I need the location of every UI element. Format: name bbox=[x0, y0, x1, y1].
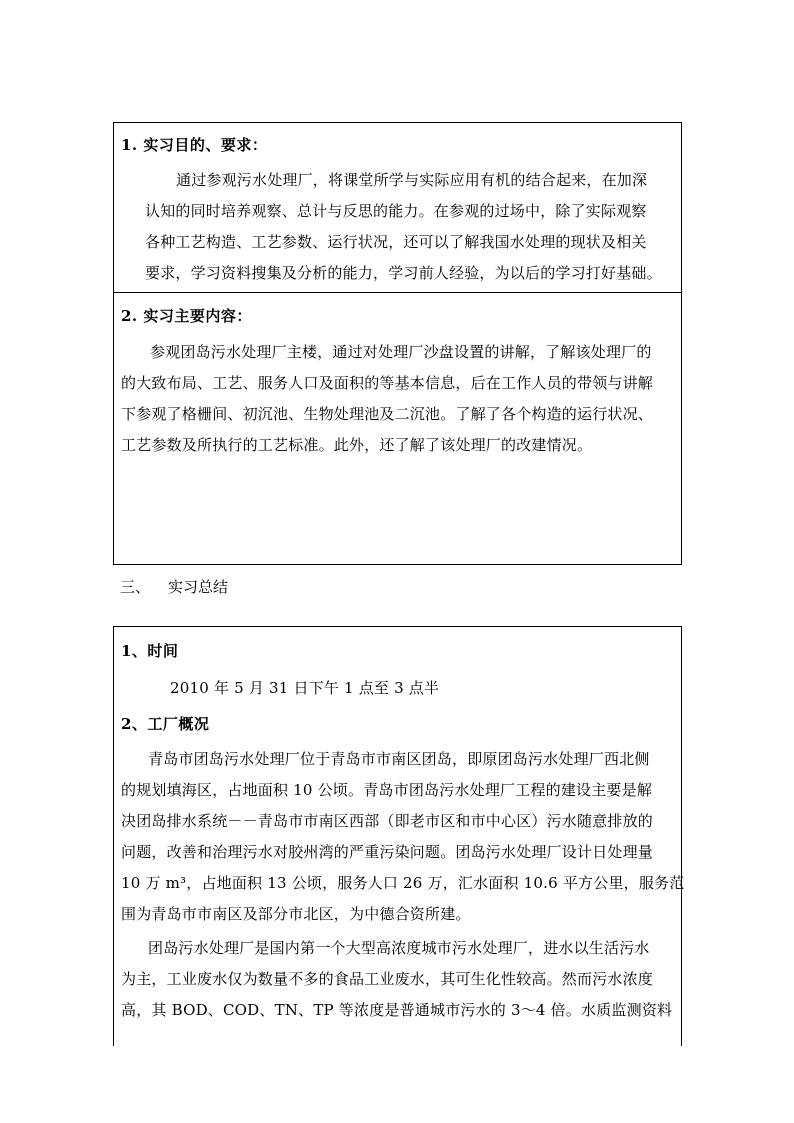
plant-paragraph-line: 团岛污水处理厂是国内第一个大型高浓度城市污水处理厂，进水以生活污水 bbox=[148, 939, 650, 957]
plant-paragraph-line: 问题，改善和治理污水对胶州湾的严重污染问题。团岛污水处理厂设计日处理量 bbox=[121, 843, 654, 861]
table-divider bbox=[114, 292, 681, 293]
section-number: 三、 bbox=[120, 578, 151, 596]
plant-paragraph-line: 的规划填海区，占地面积 10 公顷。青岛市团岛污水处理厂工程的建设主要是解 bbox=[121, 781, 653, 799]
plant-paragraph-line: 青岛市团岛污水处理厂位于青岛市市南区团岛，即原团岛污水处理厂西北侧 bbox=[148, 750, 650, 768]
content-line: 下参观了格栅间、初沉池、生物处理池及二沉池。了解了各个构造的运行状况、 bbox=[121, 405, 654, 423]
plant-paragraph-line: 决团岛排水系统－－青岛市市南区西部（即老市区和市中心区）污水随意排放的 bbox=[121, 812, 654, 830]
summary-section-title bbox=[120, 576, 228, 597]
objectives-line: 通过参观污水处理厂，将课堂所学与实际应用有机的结合起来，在加深 bbox=[176, 171, 648, 189]
time-heading: 1、时间 bbox=[121, 642, 179, 660]
plant-paragraph-line: 为主，工业废水仅为数量不多的食品工业废水，其可生化性较高。然而污水浓度 bbox=[121, 970, 654, 988]
objectives-line: 要求，学习资料搜集及分析的能力，学习前人经验，为以后的学习打好基础。 bbox=[145, 264, 662, 282]
plant-paragraph-line: 围为青岛市市南区及部分市北区，为中德合资所建。 bbox=[121, 905, 471, 923]
content-line: 工艺参数及所执行的工艺标准。此外，还了解了该处理厂的改建情况。 bbox=[121, 436, 593, 454]
plant-paragraph-line: 10 万 m³，占地面积 13 公顷，服务人口 26 万，汇水面积 10.6 平方公里，服务范 bbox=[121, 874, 685, 892]
objectives-line: 认知的同时培养观察、总计与反思的能力。在参观的过场中，除了实际观察 bbox=[145, 202, 647, 220]
content-heading: 2. 实习主要内容： bbox=[121, 307, 252, 325]
objectives-line: 各种工艺构造、工艺参数、运行状况，还可以了解我国水处理的现状及相关 bbox=[145, 233, 647, 251]
section-title-text: 实习总结 bbox=[168, 578, 229, 596]
time-text: 2010 年 5 月 31 日下午 1 点至 3 点半 bbox=[170, 679, 440, 697]
plant-paragraph-line: 高，其 BOD、COD、TN、TP 等浓度是普通城市污水的 3～4 倍。水质监测资料 bbox=[121, 1001, 673, 1019]
plant-overview-heading: 2、工厂概况 bbox=[121, 715, 210, 733]
content-line: 的大致布局、工艺、服务人口及面积的等基本信息，后在工作人员的带领与讲解 bbox=[121, 374, 654, 392]
content-line: 参观团岛污水处理厂主楼，通过对处理厂沙盘设置的讲解，了解该处理厂的 bbox=[150, 343, 652, 361]
objectives-heading: 1. 实习目的、要求： bbox=[121, 136, 268, 154]
